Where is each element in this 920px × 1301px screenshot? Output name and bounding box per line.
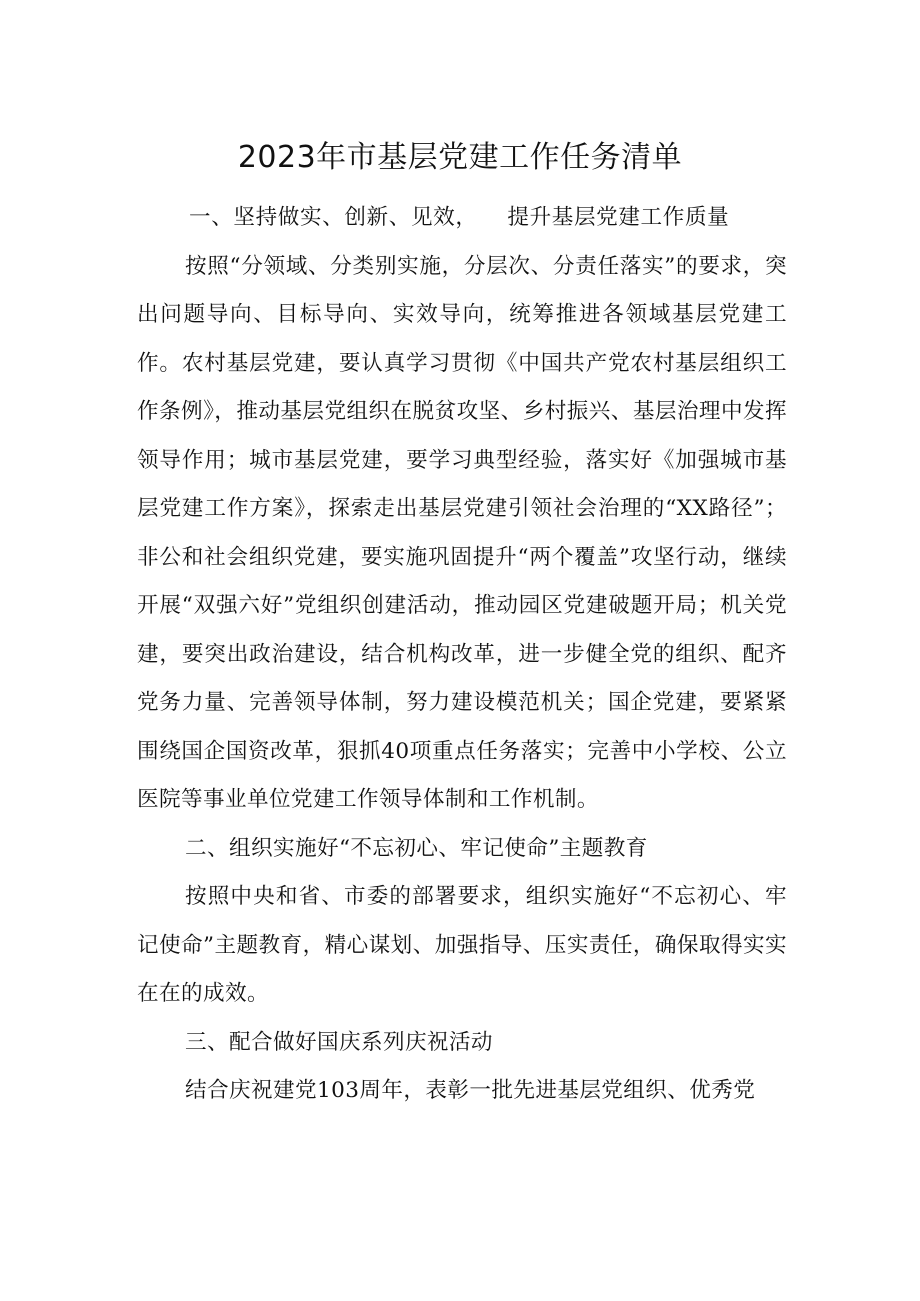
section-1-heading-part-a: 一、坚持做实、创新、见效， (189, 205, 478, 230)
section-3-paragraph: 结合庆祝建党103周年，表彰一批先进基层党组织、优秀党 (185, 1078, 756, 1103)
document-body (137, 194, 787, 1116)
document-title: 2023年市基层党建工作任务清单 (237, 140, 683, 175)
section-1-heading-part-b: 提升基层党建工作质量 (507, 205, 730, 230)
section-2-heading: 二、组织实施好“不忘初心、牢记使命”主题教育 (185, 835, 648, 861)
section-1-heading (137, 194, 787, 243)
section-2-paragraph: 按照中央和省、市委的部署要求，组织实施好“不忘初心、牢记使命”主题教育，精心谋划、加强指导、压实责任，确保取得实实在在的成效。 (137, 884, 787, 1006)
section-3-heading: 三、配合做好国庆系列庆祝活动 (185, 1029, 493, 1055)
section-1-paragraph: 按照“分领域、分类别实施，分层次、分责任落实”的要求，突出问题导向、目标导向、实效导向，统筹推进各领域基层党建工作。农村基层党建，要认真学习贯彻《中国共产党农村基层组织工作条例》，推动基层党组织在脱贫攻坚、乡村振兴、基层治理中发挥领导作用；城市基层党建，要学习典型经验，落实好《加强城市基层党建工作方案》，探索走出基层党建引领社会治理的“XX路径”；非公和社会组织党建，要实施巩固提升“两个覆盖”攻坚行动，继续开展“双强六好”党组织创建活动，推动园区党建破题开局；机关党建，要突出政治建设，结合机构改革，进一步健全党的组织、配齐党务力量、完善领导体制，努力建设模范机关；国企党建，要紧紧围绕国企国资改革，狠抓40项重点任务落实；完善中小学校、公立医院等事业单位党建工作领导体制和工作机制。 (137, 253, 787, 812)
